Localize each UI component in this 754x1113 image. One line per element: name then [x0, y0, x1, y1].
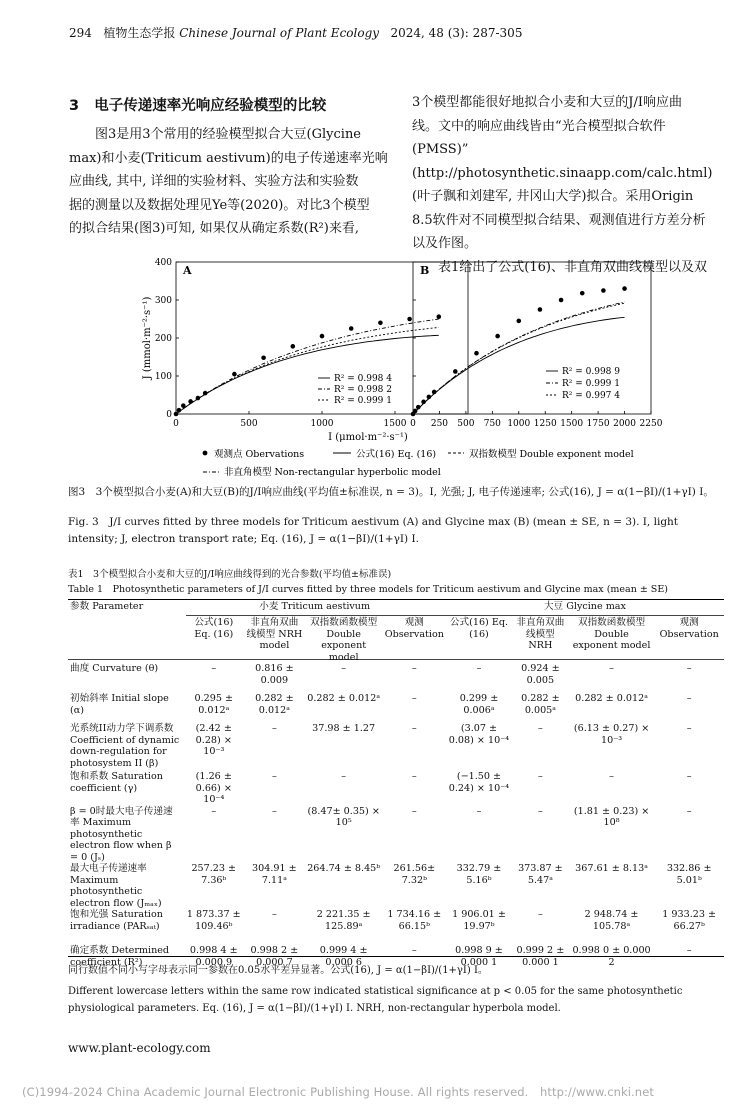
- value-cell: 1 873.37 ± 109.46ᵇ: [186, 909, 241, 932]
- fitted-curve: [176, 335, 439, 414]
- value-cell: –: [538, 805, 543, 817]
- observation-point: [580, 291, 585, 296]
- subheader-cell: 非直角双曲线模型 NRH model: [246, 617, 303, 651]
- legend-a: [318, 374, 392, 406]
- table-row: [68, 909, 724, 945]
- value-cell: 0.998 4 ± 0.000 9: [189, 945, 238, 968]
- observation-point: [174, 412, 179, 417]
- value-cell: –: [271, 805, 277, 817]
- x-tick-label: 2000: [613, 419, 637, 429]
- value-cell: 0.299 ± 0.006ᵃ: [459, 693, 499, 716]
- observation-point: [622, 286, 627, 291]
- copyright-watermark: (C)1994-2024 China Academic Journal Electronic Publishing House. All rights reserved. http://www.cnki.net: [22, 1085, 654, 1099]
- value-cell: –: [609, 663, 614, 674]
- section-heading: [69, 94, 326, 115]
- x-tick-label: 0: [173, 419, 179, 429]
- value-cell: 0.998 0 ± 0.000 2: [572, 945, 651, 968]
- table-row: [68, 723, 724, 771]
- value-cell: –: [686, 693, 692, 704]
- fitted-curve: [176, 319, 439, 414]
- table-title-cn: 表1 3个模型拟合小麦和大豆的J/I响应曲线得到的光合参数(平均值±标准误): [68, 569, 392, 580]
- observation-point: [495, 334, 500, 339]
- legend-b: [546, 367, 620, 401]
- value-cell: (1.26 ± 0.66) × 10⁻⁴: [195, 771, 232, 805]
- value-cell: –: [341, 663, 347, 674]
- body-line: (叶子飘和刘建军, 井冈山大学)拟合。采用Origin: [412, 189, 694, 204]
- value-cell: –: [538, 771, 543, 782]
- observation-point: [320, 334, 325, 339]
- legend-nrh: 非直角模型 Non-rectangular hyperbolic model: [224, 467, 441, 478]
- observation-point: [291, 344, 296, 349]
- value-cell: 0.924 ± 0.005: [521, 663, 560, 686]
- x-tick-label: 1000: [507, 419, 531, 429]
- value-cell: 0.282 ± 0.012ᵃ: [255, 693, 294, 716]
- legend-r2: R² = 0.999 1: [562, 379, 620, 389]
- value-cell: –: [411, 805, 417, 817]
- observation-point: [181, 403, 186, 408]
- x-tick-label: 500: [457, 419, 475, 429]
- y-tick-label: 400: [154, 258, 172, 268]
- value-cell: –: [476, 805, 482, 817]
- body-line: max)和小麦(Triticum aestivum)的电子传递速率光响: [69, 150, 388, 166]
- soybean-header: 大豆 Glycine max: [543, 601, 626, 612]
- value-cell: –: [476, 663, 482, 674]
- value-cell: –: [686, 723, 692, 734]
- value-cell: 367.61 ± 8.13ᵃ: [575, 863, 648, 874]
- table-row: [68, 663, 724, 693]
- value-cell: 257.23 ± 7.36ᵇ: [191, 863, 237, 886]
- value-cell: (8.47± 0.35) × 10⁵: [307, 805, 380, 828]
- observation-point: [437, 314, 442, 319]
- x-tick-label: 1500: [560, 419, 584, 429]
- param-cell: 最大电子传递速率 Maximum photosynthetic electron flow (Jₘₐₓ): [70, 863, 162, 909]
- value-cell: –: [411, 723, 417, 734]
- value-cell: 2 948.74 ± 105.78ᵃ: [584, 909, 639, 932]
- value-cell: 0.998 9 ± 0.000 1: [455, 945, 503, 968]
- observation-point: [413, 409, 418, 414]
- x-tick-label: 1250: [533, 419, 557, 429]
- page-number: 294: [69, 26, 92, 40]
- param-cell: β = 0时最大电子传递速率 Maximum photosynthetic electron flow when β = 0 (Jₛ): [70, 805, 173, 863]
- param-cell: 饱和系数 Saturation coefficient (γ): [70, 771, 163, 794]
- param-header: 参数 Parameter: [70, 601, 144, 612]
- curves-a: [176, 319, 439, 414]
- param-cell: 曲度 Curvature (θ): [70, 663, 159, 674]
- left-column: [69, 123, 389, 241]
- y-tick-label: 0: [166, 410, 172, 420]
- value-cell: 0.282 ± 0.005ᵃ: [521, 693, 560, 716]
- observation-point: [432, 390, 437, 395]
- parameters-table: [68, 601, 724, 975]
- y-tick-label: 200: [154, 334, 172, 344]
- value-cell: –: [211, 805, 217, 817]
- observation-point: [453, 369, 458, 374]
- value-cell: –: [341, 771, 347, 782]
- body-line: 图3是用3个常用的经验模型拟合大豆(Glycine: [95, 127, 362, 142]
- value-cell: 304.91 ± 7.11ᵃ: [252, 863, 297, 886]
- panel-b: [410, 262, 663, 429]
- legend-r2: R² = 0.998 2: [334, 385, 392, 395]
- value-cell: 0.295 ± 0.012ᵃ: [194, 693, 234, 716]
- figure-3: [68, 252, 668, 487]
- table-row: [68, 806, 724, 864]
- running-header: [69, 24, 522, 41]
- body-line: 线。文中的响应曲线皆由“光合模型拟合软件: [412, 118, 666, 134]
- table-row: [68, 693, 724, 723]
- value-cell: –: [411, 663, 417, 674]
- table-top-rule: [68, 599, 724, 600]
- section-title: 电子传递速率光响应经验模型的比较: [94, 98, 327, 114]
- observation-point: [196, 396, 201, 401]
- volume-info: 2024, 48 (3): 287-305: [390, 26, 523, 40]
- value-cell: –: [271, 771, 277, 782]
- table-title-en: Table 1 Photosynthetic parameters of J/I curves fitted by three models for Triticum aestivum and Glycine max (mean ± SE): [68, 584, 668, 595]
- right-column: [412, 91, 726, 279]
- legend-dexp: 双指数模型 Double exponent model: [469, 449, 634, 460]
- value-cell: 0.282 ± 0.012ᵃ: [575, 693, 648, 704]
- body-line: 8.5软件对不同模型拟合结果、观测值进行方差分析: [412, 212, 706, 228]
- y-tick-label: 300: [154, 296, 172, 306]
- value-cell: 332.86 ± 5.01ᵇ: [666, 863, 712, 886]
- panel-a: [142, 258, 468, 429]
- value-cell: 0.998 2 ± 0.000 7: [250, 945, 299, 968]
- legend-eq16: 公式(16) Eq. (16): [356, 449, 437, 460]
- x-tick-label: 1750: [586, 419, 610, 429]
- body-line: 以及作图。: [412, 236, 478, 251]
- value-cell: –: [686, 663, 692, 674]
- body-line: 3个模型都能很好地拟合小麦和大豆的J/I响应曲: [412, 95, 682, 110]
- value-cell: 0.999 2 ± 0.000 1: [516, 945, 565, 968]
- value-cell: –: [271, 723, 277, 734]
- legend-marker-obs: [203, 451, 208, 456]
- param-cell: 确定系数 Determined coefficient (R²): [70, 945, 170, 968]
- panel-label-a: A: [183, 264, 192, 277]
- y-axis-label: J (mmol·m⁻²·s⁻¹): [142, 296, 153, 380]
- legend-r2: R² = 0.999 1: [334, 396, 392, 406]
- figure-caption-cn: 图3 3个模型拟合小麦(A)和大豆(B)的J/I响应曲线(平均值±标准误, n = 3)。I, 光强; J, 电子传递速率; 公式(16), J = α(1−βI)/(1+γI) I。: [68, 486, 714, 498]
- value-cell: –: [271, 909, 277, 920]
- value-cell: (2.42 ± 0.28) × 10⁻³: [195, 723, 232, 757]
- figure-caption-en: Fig. 3 J/I curves fitted by three models for Triticum aestivum (A) and Glycine max (B) (mean ± SE, n = 3). I, light intensity; J, electron transport rate; Eq. (16), J = α(1−βI)/(1+γI) I.: [68, 516, 679, 545]
- value-cell: –: [609, 771, 614, 782]
- subheader-cell: 双指数函数模型 Double exponent model: [310, 617, 378, 663]
- value-cell: 261.56± 7.32ᵇ: [393, 863, 436, 886]
- body-line: 的拟合结果(图3)可知, 如果仅从确定系数(R²)来看,: [69, 221, 359, 236]
- value-cell: –: [686, 805, 692, 817]
- legend-r2: R² = 0.998 9: [562, 367, 620, 377]
- value-cell: 2 221.35 ± 125.89ᵃ: [316, 909, 371, 932]
- section-number: 3: [69, 98, 80, 114]
- legend-obs: 观测点 Obervations: [214, 449, 305, 460]
- value-cell: 0.282 ± 0.012ᵃ: [307, 693, 381, 704]
- journal-title-cn: 植物生态学报: [103, 26, 176, 40]
- value-cell: 1 734.16 ± 66.15ᵇ: [387, 909, 442, 932]
- observation-point: [474, 351, 479, 356]
- x-tick-label: 500: [240, 419, 258, 429]
- table-group-header: [68, 601, 724, 617]
- value-cell: 1 933.23 ± 66.27ᵇ: [662, 909, 717, 932]
- value-cell: 1 906.01 ± 19.97ᵇ: [452, 909, 506, 932]
- value-cell: –: [686, 771, 692, 782]
- body-line: 据的测量以及数据处理见Ye等(2020)。对比3个模型: [69, 197, 370, 213]
- observation-point: [601, 288, 606, 293]
- param-cell: 初始斜率 Initial slope (α): [70, 693, 169, 716]
- value-cell: (6.13 ± 0.27) × 10⁻³: [573, 723, 650, 746]
- subheader-cell: 观测 Observation: [659, 617, 719, 640]
- value-cell: (3.07 ± 0.08) × 10⁻⁴: [448, 723, 510, 746]
- observation-point: [177, 408, 182, 413]
- param-cell: 饱和光强 Saturation irradiance (PARₛₐₜ): [70, 909, 163, 932]
- table-row: [68, 863, 724, 909]
- journal-website: www.plant-ecology.com: [68, 1041, 211, 1055]
- value-cell: 264.74 ± 8.45ᵇ: [307, 863, 381, 874]
- value-cell: 332.79 ± 5.16ᵇ: [456, 863, 502, 886]
- body-line: 应曲线, 其中, 详细的实验材料、实验方法和实验数: [69, 174, 359, 189]
- y-tick-label: 100: [154, 372, 172, 382]
- x-tick-label: 0: [410, 419, 416, 429]
- value-cell: –: [538, 909, 543, 920]
- observation-point: [188, 399, 193, 404]
- observation-point: [538, 307, 543, 312]
- observation-point: [516, 319, 521, 324]
- value-cell: –: [686, 945, 692, 956]
- body-line: (PMSS)” (http://photosynthetic.sinaapp.com/calc.html): [412, 142, 713, 181]
- fitted-curve: [176, 327, 439, 414]
- value-cell: –: [211, 663, 217, 674]
- subheader-cell: 公式(16) Eq. (16): [449, 617, 509, 640]
- x-tick-label: 1000: [310, 419, 334, 429]
- observation-point: [232, 372, 237, 377]
- panel-label-b: B: [420, 264, 430, 277]
- x-tick-label: 2250: [639, 419, 663, 429]
- observation-point: [407, 317, 412, 322]
- table-footnote-en: Different lowercase letters within the same row indicated statistical significance at p < 0.05 for the same photosynthetic physiological parameters. Eq. (16), J = α(1−βI)/(1+γI) I. NRH, non-rectangular hyperbola model.: [68, 986, 683, 1014]
- value-cell: 0.999 4 ± 0.000 6: [319, 945, 368, 968]
- body-line: 表1给出了公式(16)、非直角双曲线模型以及双: [438, 259, 707, 275]
- param-cell: 光系统II动力学下调系数 Coefficient of dynamic down-regulation for photosystem II (β): [70, 723, 180, 769]
- wheat-header: 小麦 Triticum aestivum: [259, 601, 371, 612]
- observation-point: [421, 400, 426, 405]
- x-tick-label: 250: [430, 419, 449, 429]
- value-cell: (1.81 ± 0.23) × 10⁸: [573, 805, 650, 828]
- subheader-cell: 观测 Observation: [384, 617, 444, 640]
- value-cell: –: [538, 723, 543, 734]
- table-footnote-cn: 同行数值不同小写字母表示同一参数在0.05水平差异显著。公式(16), J = α(1−βI)/(1+γI) I。: [68, 965, 488, 976]
- observation-point: [559, 298, 564, 303]
- journal-title-en: Chinese Journal of Plant Ecology: [179, 26, 380, 40]
- value-cell: (−1.50 ± 0.24) × 10⁻⁴: [448, 771, 510, 794]
- observations-a: [174, 314, 441, 416]
- table-body: [68, 663, 724, 975]
- value-cell: 37.98 ± 1.27: [312, 723, 376, 734]
- value-cell: 373.87 ± 5.47ᵃ: [518, 863, 563, 886]
- observation-point: [349, 326, 354, 331]
- value-cell: –: [411, 945, 417, 956]
- table-row: [68, 771, 724, 806]
- subheader-cell: 非直角双曲线模型 NRH: [516, 617, 565, 651]
- value-cell: 0.816 ± 0.009: [255, 663, 294, 686]
- value-cell: –: [411, 771, 417, 782]
- observation-point: [416, 405, 421, 410]
- value-cell: –: [411, 693, 417, 704]
- x-tick-label: 1500: [383, 419, 407, 429]
- subheader-cell: 双指数函数模型 Double exponent model: [572, 617, 651, 651]
- observation-point: [203, 391, 208, 396]
- figure-legend: [203, 448, 634, 478]
- x-tick-label: 750: [483, 419, 501, 429]
- observation-point: [261, 355, 266, 360]
- observation-point: [378, 321, 383, 326]
- legend-r2: R² = 0.998 4: [334, 374, 392, 384]
- legend-r2: R² = 0.997 4: [562, 391, 620, 401]
- x-axis-label: I (μmol·m⁻²·s⁻¹): [328, 432, 408, 443]
- observation-point: [427, 395, 432, 400]
- subheader-cell: 公式(16) Eq. (16): [194, 617, 234, 640]
